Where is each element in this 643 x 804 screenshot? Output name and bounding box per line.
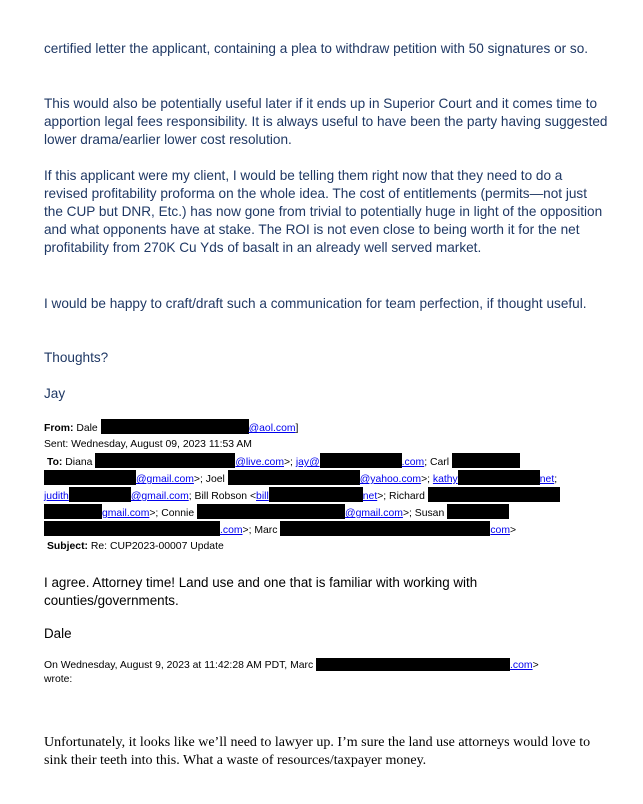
email-link[interactable]: bill [256, 491, 269, 502]
redaction-block [280, 521, 490, 536]
redaction-block [428, 487, 560, 502]
from-label: From: [44, 423, 74, 434]
email-link[interactable]: @live.com [235, 457, 284, 468]
email-link[interactable]: @gmail.com [345, 508, 403, 519]
email-from-line: From: Dale @aol.com] [44, 419, 614, 437]
sent-value: Wednesday, August 09, 2023 11:53 AM [71, 439, 252, 450]
redaction-block [447, 504, 509, 519]
to-label: To: [47, 457, 63, 468]
redaction-block [452, 453, 520, 468]
email-link[interactable]: .com [401, 457, 425, 468]
subject-label: Subject: [47, 541, 88, 552]
email-link[interactable]: @gmail.com [130, 491, 189, 502]
email-link[interactable]: kathy [432, 474, 458, 485]
email-link[interactable]: jay@ [295, 457, 320, 468]
paragraph-thoughts: Thoughts? [44, 350, 109, 365]
email-to-line-1: To: Diana @live.com>; jay@ .com; Carl [44, 453, 614, 471]
reply-signature: Dale [44, 626, 72, 641]
email-link[interactable]: net [362, 491, 378, 502]
reply-body: I agree. Attorney time! Land use and one that is familiar with working with counties/governments. [44, 575, 478, 608]
paragraph-plea: certified letter the applicant, containing a plea to withdraw petition with 50 signatures or so. [44, 41, 589, 56]
email-link[interactable]: com [490, 525, 510, 536]
subject-value: Re: CUP2023-00007 Update [90, 541, 224, 552]
redaction-block [228, 470, 360, 485]
paragraph-legal-fees: This would also be potentially useful later if it ends up in Superior Court and it comes time to apportion legal fees responsibility. It is always useful to have been the party having suggested lower drama/earlier lower cost resolution. [44, 96, 608, 147]
paragraph-offer: I would be happy to craft/draft such a communication for team perfection, if thought useful. [44, 296, 587, 311]
email-link[interactable]: .com [220, 525, 243, 536]
email-link[interactable]: gmail.com [102, 508, 150, 519]
email-to-line-5: .com>; Marc com> [44, 521, 614, 539]
email-to-line-4: gmail.com>; Connie @gmail.com>; Susan [44, 504, 614, 522]
redaction-block [44, 504, 102, 519]
redaction-block [269, 487, 363, 502]
sent-label: Sent: [44, 439, 69, 450]
quote-intro: On Wednesday, August 9, 2023 at 11:42:28 AM PDT, Marc .com> wrote: [44, 660, 539, 685]
redaction-block [320, 453, 402, 468]
signature-jay: Jay [44, 386, 66, 401]
redaction-block [95, 453, 235, 468]
email-link[interactable]: net [539, 474, 555, 485]
email-to-line-3: judith @gmail.com; Bill Robson <bill net>; Richard [44, 487, 614, 505]
email-to-line-2: @gmail.com>; Joel @yahoo.com>; kathy net; [44, 470, 614, 488]
redaction-block [101, 419, 249, 434]
redaction-block [44, 521, 220, 536]
email-link[interactable]: .com [510, 660, 533, 671]
from-email-link[interactable]: @aol.com [248, 423, 296, 434]
redaction-block [197, 504, 345, 519]
paragraph-proforma: If this applicant were my client, I would be telling them right now that they need to do a revised profitability proforma on the whole idea. The cost of entitlements (permits—not just the CUP but DNR, Etc.) has now gone from trivial to potentially huge in light of the opposition and what opponents have at stake. The ROI is not even close to being worth it for the net profitability from 270K Cu Yds of basalt in an already well served market. [44, 168, 603, 255]
quoted-message: Unfortunately, it looks like we’ll need to lawyer up. I’m sure the land use attorneys would love to sink their teeth into this. What a waste of resources/taxpayer money. [44, 735, 591, 768]
redaction-block [316, 658, 510, 671]
from-name: Dale [76, 423, 98, 434]
email-link[interactable]: judith [44, 491, 69, 502]
email-subject-line [44, 538, 614, 555]
redaction-block [458, 470, 540, 485]
email-link[interactable]: @gmail.com [136, 474, 194, 485]
redaction-block [44, 470, 136, 485]
redaction-block [69, 487, 131, 502]
email-link[interactable]: @yahoo.com [359, 474, 422, 485]
email-sent-line [44, 436, 614, 453]
